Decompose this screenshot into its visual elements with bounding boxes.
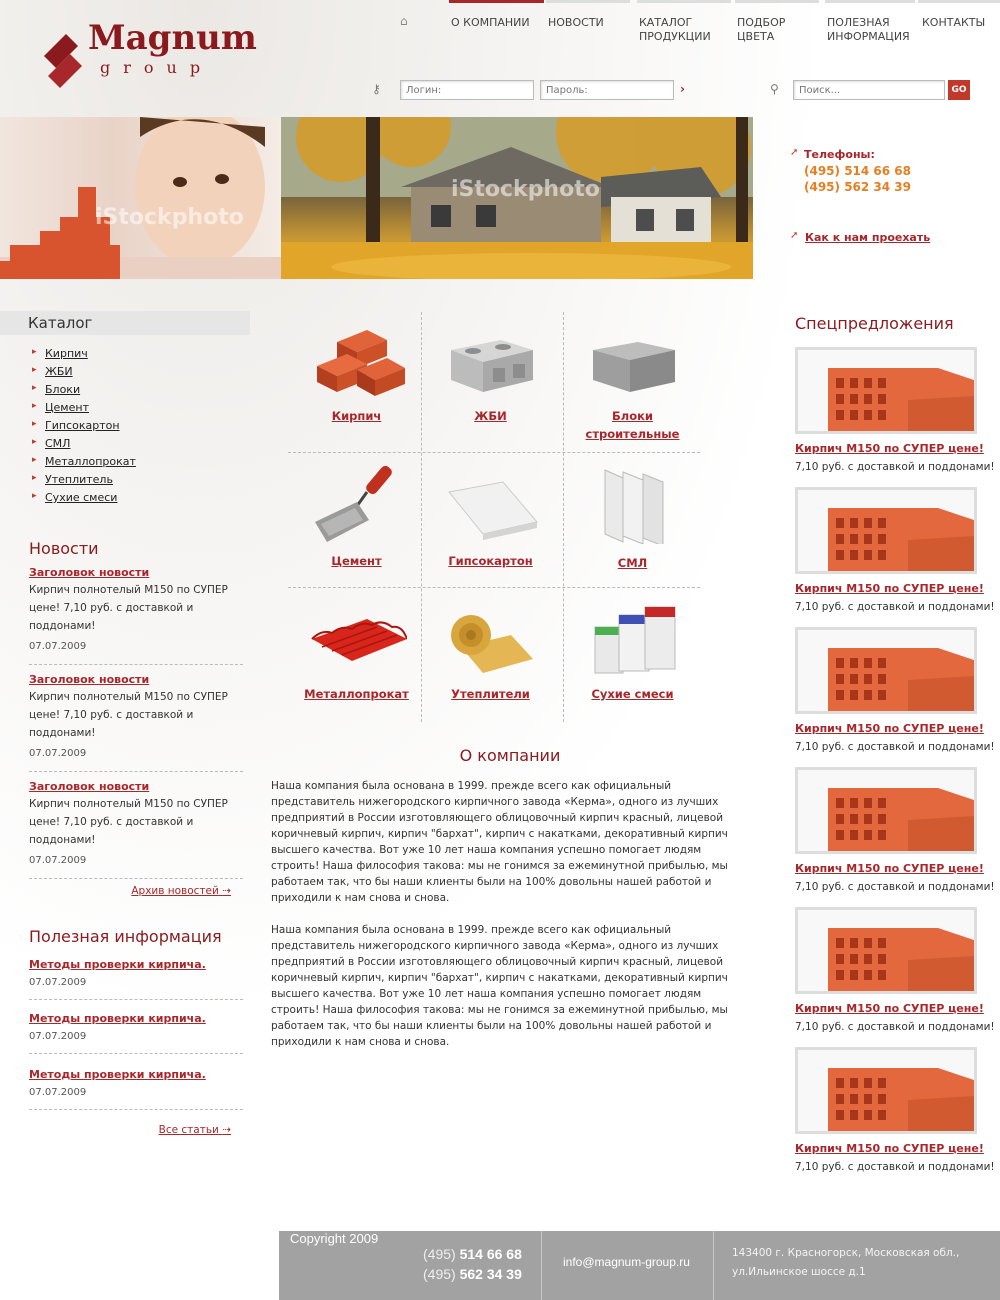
- footer-divider: [541, 1231, 542, 1300]
- product-label-blocks[interactable]: Блоки строительные: [585, 409, 680, 441]
- footer-divider: [713, 1231, 714, 1300]
- news-heading: Новости: [29, 539, 99, 558]
- metal-tile-icon: [307, 597, 407, 679]
- banner-child-image: [0, 117, 281, 279]
- product-label-cement[interactable]: Цемент: [331, 554, 382, 568]
- catalog-link-cement[interactable]: Цемент: [45, 401, 89, 414]
- news-item: [29, 772, 243, 879]
- offer-title-link[interactable]: Кирпич М150 по СУПЕР цене!: [795, 442, 984, 455]
- offer-text: 7,10 руб. с доставкой и поддонами!: [795, 1021, 995, 1033]
- phone-number: 562 34 39: [459, 1266, 522, 1282]
- product-card-concrete[interactable]: [422, 312, 559, 447]
- offer-text: 7,10 руб. с доставкой и поддонами!: [795, 881, 995, 893]
- address-line-1: 143400 г. Красногорск, Московская обл.,: [732, 1247, 960, 1259]
- login-submit-button[interactable]: ›: [680, 82, 685, 96]
- nav-item-useful-info[interactable]: ПОЛЕЗНАЯ ИНФОРМАЦИЯ: [825, 0, 915, 50]
- offer-title-link[interactable]: Кирпич М150 по СУПЕР цене!: [795, 722, 984, 735]
- phone-2[interactable]: (495) 562 34 39: [804, 180, 911, 194]
- list-item: [0, 347, 250, 365]
- nav-item-about[interactable]: О КОМПАНИИ: [449, 0, 544, 50]
- catalog-link-insulation[interactable]: Утеплитель: [45, 473, 113, 486]
- offer-image[interactable]: [795, 347, 977, 434]
- all-articles-link[interactable]: [29, 1124, 243, 1136]
- offer-card[interactable]: [795, 627, 995, 767]
- phone-code: (495): [423, 1246, 456, 1262]
- catalog-list: [0, 347, 250, 509]
- insulation-roll-icon: [441, 597, 541, 679]
- news-date: 07.07.2009: [29, 641, 87, 652]
- offer-image[interactable]: [795, 1047, 977, 1134]
- left-sidebar: [0, 311, 250, 1136]
- drywall-icon: [441, 462, 541, 544]
- product-card-cement[interactable]: [288, 454, 425, 589]
- catalog-link-dry-mix[interactable]: Сухие смеси: [45, 491, 118, 504]
- product-label-concrete[interactable]: ЖБИ: [474, 409, 507, 423]
- article-title-link[interactable]: Методы проверки кирпича.: [29, 1068, 206, 1081]
- logo[interactable]: [38, 18, 258, 98]
- catalog-link-brick[interactable]: Кирпич: [45, 347, 88, 360]
- search-go-button[interactable]: GO: [948, 80, 970, 100]
- about-text: [271, 778, 751, 1066]
- product-label-drywall[interactable]: Гипсокартон: [448, 554, 533, 568]
- catalog-link-metal[interactable]: Металлопрокат: [45, 455, 136, 468]
- special-offers-heading: Спецпредложения: [795, 314, 954, 333]
- article-date: 07.07.2009: [29, 977, 87, 988]
- banner-watermark-1: iStockphoto: [95, 205, 244, 230]
- about-paragraph-2: Наша компания была основана в 1999. прежде всего как официальный представитель нижегородского кирпичного завода «Керма», одного из лучших предприятий в России изготовляющего облицовочный кирпич красный, лицевой коричневый кирпич, кирпич "бархат", кирпич с накатками, декоративный кирпич высшего качества. Вот уже 10 лет наша компания успешно помогает людям строить! Наша философия такова: мы не гонимся за ежеминутной прибылью, мы работаем так, что бы наши клиенты были на 100% довольны нашей работой и приходили к нам снова и снова.: [271, 924, 728, 1048]
- offer-title-link[interactable]: Кирпич М150 по СУПЕР цене!: [795, 1002, 984, 1015]
- phone-code: (495): [423, 1266, 456, 1282]
- catalog-link-sml[interactable]: СМЛ: [45, 437, 71, 450]
- address-line-2: ул.Ильинское шоссе д.1: [732, 1266, 866, 1278]
- news-item: [29, 558, 243, 665]
- news-text: Кирпич полнотелый М150 по СУПЕР цене! 7,10 руб. с доставкой и поддонами!: [29, 691, 228, 739]
- about-paragraph-1: Наша компания была основана в 1999. прежде всего как официальный представитель нижегородского кирпичного завода «Керма», одного из лучших предприятий в России изготовляющего облицовочный кирпич красный, лицевой коричневый кирпич, кирпич "бархат", кирпич с накатками, декоративный кирпич высшего качества. Вот уже 10 лет наша компания успешно помогает людям строить! Наша философия такова: мы не гонимся за ежеминутной прибылью, мы работаем так, что бы наши клиенты были на 100% довольны нашей работой и приходили к нам снова и снова.: [271, 780, 728, 904]
- contact-phones: [790, 148, 990, 194]
- banner-house-image: [281, 117, 753, 279]
- offer-card[interactable]: [795, 767, 995, 907]
- list-item: [0, 473, 250, 491]
- sheets-icon: [583, 462, 683, 544]
- product-label-metal[interactable]: Металлопрокат: [304, 687, 409, 701]
- offer-text: 7,10 руб. с доставкой и поддонами!: [795, 1161, 995, 1173]
- logo-mark-icon: [38, 28, 86, 92]
- offer-text: 7,10 руб. с доставкой и поддонами!: [795, 461, 995, 473]
- about-heading: О компании: [459, 746, 561, 765]
- offer-image[interactable]: [795, 487, 977, 574]
- offer-card[interactable]: [795, 487, 995, 627]
- offer-text: 7,10 руб. с доставкой и поддонами!: [795, 741, 995, 753]
- product-card-brick[interactable]: [288, 312, 425, 447]
- useful-info-list: [0, 946, 243, 1136]
- phone-1[interactable]: (495) 514 66 68: [804, 164, 911, 178]
- article-date: 07.07.2009: [29, 1087, 87, 1098]
- list-item: [0, 419, 250, 437]
- trowel-icon: [307, 462, 407, 544]
- arrow-right-icon: ⇢: [222, 885, 231, 897]
- arrow-right-icon: ⇢: [222, 1124, 231, 1136]
- product-card-drywall[interactable]: [422, 454, 559, 589]
- footer-phone-1[interactable]: [423, 1244, 522, 1264]
- article-title-link[interactable]: Методы проверки кирпича.: [29, 1012, 206, 1025]
- offer-title-link[interactable]: Кирпич М150 по СУПЕР цене!: [795, 862, 984, 875]
- news-archive-label: Архив новостей: [131, 885, 219, 897]
- catalog-heading: Каталог: [0, 311, 250, 335]
- nav-item-color-selection[interactable]: ПОДБОР ЦВЕТА: [735, 0, 819, 50]
- building-block-icon: [583, 320, 683, 402]
- footer-email[interactable]: info@magnum-group.ru: [563, 1255, 690, 1269]
- nav-item-contacts[interactable]: КОНТАКТЫ: [918, 0, 1000, 50]
- concrete-block-icon: [441, 320, 541, 402]
- useful-info-heading: Полезная информация: [29, 927, 222, 946]
- product-card-metal[interactable]: [288, 589, 425, 724]
- news-item: [29, 1000, 243, 1054]
- offer-card[interactable]: [795, 1047, 995, 1187]
- news-date: 07.07.2009: [29, 748, 87, 759]
- news-text: Кирпич полнотелый М150 по СУПЕР цене! 7,10 руб. с доставкой и поддонами!: [29, 798, 228, 846]
- password-input[interactable]: [540, 80, 674, 100]
- list-item: [0, 437, 250, 455]
- news-title-link[interactable]: Заголовок новости: [29, 780, 150, 793]
- news-text: Кирпич полнотелый М150 по СУПЕР цене! 7,10 руб. с доставкой и поддонами!: [29, 584, 228, 632]
- special-offers: [795, 314, 995, 1187]
- news-list: [0, 558, 243, 897]
- news-archive-link[interactable]: [29, 885, 243, 897]
- nav-item-news[interactable]: НОВОСТИ: [546, 0, 630, 50]
- offer-card[interactable]: [795, 347, 995, 487]
- phones-label: ➚ Телефоны:: [790, 148, 990, 161]
- banner-watermark-2: iStockphoto: [451, 177, 600, 202]
- offer-text: 7,10 руб. с доставкой и поддонами!: [795, 601, 995, 613]
- offer-image[interactable]: [795, 767, 977, 854]
- footer-address: [732, 1244, 959, 1282]
- catalog-link-drywall[interactable]: Гипсокартон: [45, 419, 120, 432]
- product-card-insulation[interactable]: [422, 589, 559, 724]
- product-card-blocks[interactable]: [564, 312, 701, 447]
- home-icon[interactable]: ⌂: [400, 14, 408, 28]
- product-label-sml[interactable]: СМЛ: [617, 556, 648, 570]
- list-item: [0, 383, 250, 401]
- offer-image[interactable]: [795, 907, 977, 994]
- product-label-insulation[interactable]: Утеплители: [451, 687, 530, 701]
- list-item: [0, 455, 250, 473]
- news-title-link[interactable]: Заголовок новости: [29, 566, 150, 579]
- footer-phones: [423, 1244, 522, 1284]
- news-item: [29, 946, 243, 1000]
- dry-mix-bags-icon: [583, 597, 683, 679]
- catalog-link-blocks[interactable]: Блоки: [45, 383, 81, 396]
- product-label-dry-mix[interactable]: Сухие смеси: [591, 687, 674, 701]
- grid-divider: [288, 452, 700, 453]
- product-card-dry-mix[interactable]: [564, 589, 701, 724]
- offer-title-link[interactable]: Кирпич М150 по СУПЕР цене!: [795, 1142, 984, 1155]
- news-title-link[interactable]: Заголовок новости: [29, 673, 150, 686]
- news-item: [29, 1054, 243, 1110]
- footer: [279, 1231, 1000, 1300]
- list-item: [0, 401, 250, 419]
- offer-title-link[interactable]: Кирпич М150 по СУПЕР цене!: [795, 582, 984, 595]
- nav-item-catalog[interactable]: КАТАЛОГ ПРОДУКЦИИ: [637, 0, 731, 50]
- news-item: [29, 665, 243, 772]
- phone-number: 514 66 68: [459, 1246, 522, 1262]
- route-link[interactable]: ➚ Как к нам проехать: [790, 231, 930, 244]
- top-navigation: [394, 0, 1000, 50]
- logo-title: Magnum: [88, 18, 257, 58]
- offer-card[interactable]: [795, 907, 995, 1047]
- article-title-link[interactable]: Методы проверки кирпича.: [29, 958, 206, 971]
- article-date: 07.07.2009: [29, 1031, 87, 1042]
- footer-copyright: Copyright 2009: [290, 1231, 379, 1246]
- news-date: 07.07.2009: [29, 855, 87, 866]
- search-icon: ⚲: [770, 82, 779, 96]
- footer-phone-2[interactable]: [423, 1264, 522, 1284]
- search-input[interactable]: [793, 80, 945, 100]
- login-input[interactable]: [400, 80, 534, 100]
- product-grid: [288, 312, 700, 722]
- list-item: [0, 365, 250, 383]
- product-card-sml[interactable]: [564, 454, 701, 589]
- all-articles-label: Все статьи: [158, 1124, 219, 1136]
- brick-icon: [307, 320, 407, 402]
- logo-subtitle: group: [100, 58, 214, 77]
- key-icon: ⚷: [372, 82, 381, 96]
- offer-image[interactable]: [795, 627, 977, 714]
- catalog-link-concrete[interactable]: ЖБИ: [45, 365, 73, 378]
- product-label-brick[interactable]: Кирпич: [331, 409, 382, 423]
- list-item: [0, 491, 250, 509]
